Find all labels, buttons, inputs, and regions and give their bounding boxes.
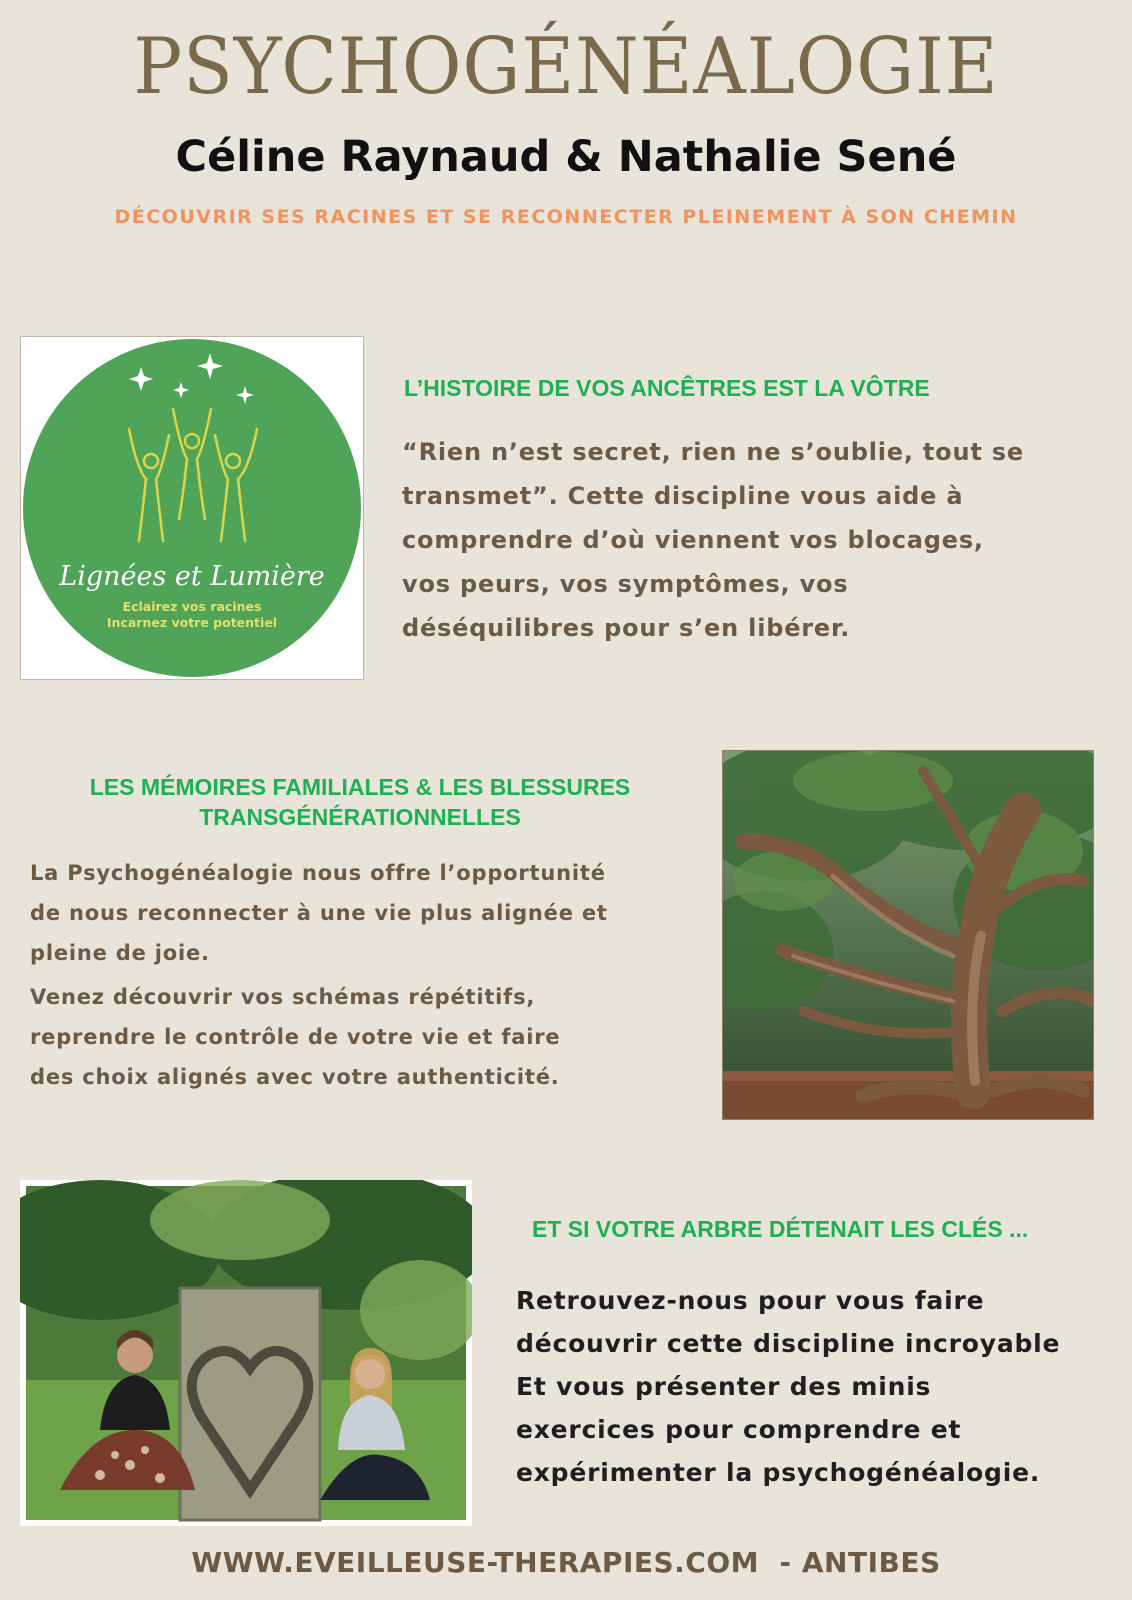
section3-line: exercices pour comprendre et [516, 1415, 962, 1444]
section3-heading: ET SI VOTRE ARBRE DÉTENAIT LES CLÉS ... [532, 1216, 1029, 1242]
section3-line: Retrouvez-nous pour vous faire [516, 1286, 985, 1315]
section2-line: des choix alignés avec votre authenticité. [30, 1065, 560, 1089]
section1-line: vos peurs, vos symptômes, vos [402, 570, 849, 598]
section1-line: déséquilibres pour s’en libérer. [402, 614, 851, 642]
section2-body [30, 853, 608, 1097]
section1-line: transmet”. Cette discipline vous aide à [402, 482, 964, 510]
section1-line: “Rien n’est secret, rien ne s’oublie, tout se [402, 438, 1024, 466]
section3-line: Et vous présenter des minis [516, 1372, 932, 1401]
section1-body [402, 430, 1024, 650]
section1-heading: L’HISTOIRE DE VOS ANCÊTRES EST LA VÔTRE [404, 375, 930, 401]
page-title: PSYCHOGÉNÉALOGIE [133, 22, 999, 112]
section3-body [516, 1279, 1060, 1494]
section2-line: Venez découvrir vos schémas répétitifs, [30, 985, 536, 1009]
logo-name: Lignées et Lumière [59, 561, 325, 592]
tree-photo [722, 750, 1094, 1120]
tagline: DÉCOUVRIR SES RACINES ET SE RECONNECTER PLEINEMENT À SON CHEMIN [114, 206, 1018, 228]
section2-heading [30, 772, 690, 832]
section2-line: reprendre le contrôle de votre vie et faire [30, 1025, 561, 1049]
people-image [20, 1180, 472, 1526]
section2-line: pleine de joie. [30, 941, 210, 965]
section1-line: comprendre d’où viennent vos blocages, [402, 526, 984, 554]
people-photo [20, 1180, 472, 1526]
section2-heading-line2: TRANSGÉNÉRATIONNELLES [199, 804, 521, 830]
section2-line: de nous reconnecter à une vie plus alignée et [30, 901, 608, 925]
logo-image [21, 337, 363, 679]
authors: Céline Raynaud & Nathalie Sené [175, 132, 957, 182]
logo-line2: Incarnez votre potentiel [106, 615, 278, 630]
section2-heading-line1: LES MÉMOIRES FAMILIALES & LES BLESSURES [89, 774, 631, 800]
section3-line: expérimenter la psychogénéalogie. [516, 1458, 1041, 1487]
logo-frame [20, 336, 364, 680]
section2-line: La Psychogénéalogie nous offre l’opportunité [30, 861, 606, 885]
logo-line1: Eclairez vos racines [122, 599, 262, 614]
footer-link[interactable]: WWW.EVEILLEUSE-THERAPIES.COM - ANTIBES [191, 1546, 941, 1579]
section3-line: découvrir cette discipline incroyable [516, 1329, 1061, 1358]
tree-image [723, 751, 1094, 1120]
